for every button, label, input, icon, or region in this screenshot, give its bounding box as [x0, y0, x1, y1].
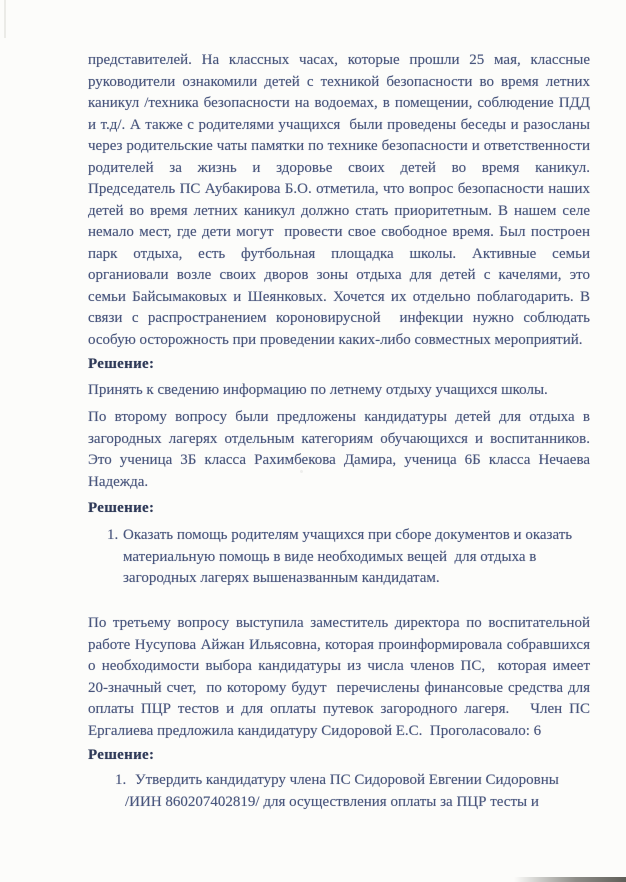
text-line: Надежда. — [88, 473, 149, 490]
text-line: Это ученица 3Б класса Рахимбекова Дамира, ученица 6Б класса Нечаева — [88, 452, 590, 468]
text-line: 20-значный счет, по которому будут перечислены финансовые средства для — [88, 679, 590, 696]
text-line: Оказать помощь родителям учащихся при сборе документов и оказать — [123, 527, 573, 543]
text-line: работе Нусупова Айжан Ильясовна, которая проинформировала собравшихся — [88, 636, 590, 653]
text-line: немало мест, где дети могут провести свое свободное время. Был построен — [88, 224, 590, 240]
list-item-text — [125, 770, 590, 813]
decision-heading — [88, 354, 590, 376]
text-line: Ергалиева предложила кандидатуру Сидоровой Е.С. Проголасовало: 6 — [88, 722, 542, 739]
scan-dust-speck — [512, 640, 514, 642]
scan-edge-artifact-top-left — [4, 0, 6, 38]
numbered-list-item — [88, 770, 590, 813]
list-item-number: 1. — [107, 527, 119, 543]
list-item-text — [123, 525, 590, 590]
text-line: детей во время летних каникул должно стать приоритетным. В нашем селе — [88, 202, 590, 219]
text-line: особую осторожность при проведении каких-либо совместных мероприятий. — [88, 331, 583, 348]
text-line: связи с распространением короновирусной инфекции нужно соблюдать — [88, 310, 590, 326]
decision-heading-text: Решение: — [88, 500, 155, 516]
body-paragraph — [88, 50, 590, 351]
list-item-number: 1. — [115, 772, 127, 788]
text-line: органиовали возле своих дворов зоны отдыха для детей с качелями, это — [88, 267, 590, 283]
text-line: /ИИН 860207402819/ для осуществления оплаты за ПЦР тесты и — [125, 793, 539, 810]
text-line: загородных лагерях вышеназванным кандидатам. — [123, 570, 440, 586]
body-paragraph — [88, 407, 590, 493]
text-line: руководители ознакомили детей с техникой безопасности во время летних — [88, 73, 590, 90]
text-line: через родительские чаты памятки по технике безопасности и ответственности — [88, 138, 590, 154]
text-line: парк отдыха, есть футбольная площадка школы. Активные семьи — [88, 245, 590, 262]
text-line: родителей за жизнь и здоровье своих детей во время каникул. — [88, 159, 590, 176]
text-line: представителей. На классных часах, которые прошли 25 мая, классные — [88, 52, 590, 68]
text-line: загородных лагерях отдельным категориям обучающихся и воспитанников. — [88, 430, 590, 447]
body-paragraph — [88, 613, 590, 742]
text-line: По второму вопросу были предложены кандидатуры детей для отдыха в — [88, 409, 590, 425]
text-line: семьи Байсымаковых и Шеянковых. Хочется их отдельно поблагодарить. В — [88, 288, 590, 305]
text-line: и т.д/. А также с родителями учащихся были проведены беседы и разосланы — [88, 116, 590, 133]
text-line: По третьему вопросу выступила заместитель директора по воспитательной — [88, 615, 590, 631]
text-line: Утвердить кандидатуру члена ПС Сидоровой Евгении Сидоровны — [135, 772, 559, 788]
scan-edge-artifact-bottom-right — [514, 877, 626, 882]
document-text-block — [88, 50, 590, 813]
numbered-list-item — [88, 525, 590, 590]
text-line: Председатель ПС Аубакирова Б.О. отметила, что вопрос безопасности наших — [88, 181, 590, 197]
body-paragraph — [88, 380, 590, 402]
decision-heading — [88, 745, 590, 767]
decision-heading-text: Решение: — [88, 747, 155, 763]
text-line: о необходимости выбора кандидатуры из числа членов ПС, которая имеет — [88, 658, 590, 674]
decision-heading-text: Решение: — [88, 356, 155, 372]
decision-heading — [88, 498, 590, 520]
text-line: Принять к сведению информацию по летнему отдыху учащихся школы. — [88, 382, 548, 398]
text-line: материальную помощь в виде необходимых вещей для отдыха в — [123, 548, 537, 565]
scan-dust-speck — [300, 470, 303, 473]
text-line: каникул /техника безопасности на водоемах, в помещении, соблюдение ПДД — [88, 95, 590, 111]
text-line: оплаты ПЦР тестов и для оплаты путевок загородного лагеря. Член ПС — [88, 701, 590, 717]
